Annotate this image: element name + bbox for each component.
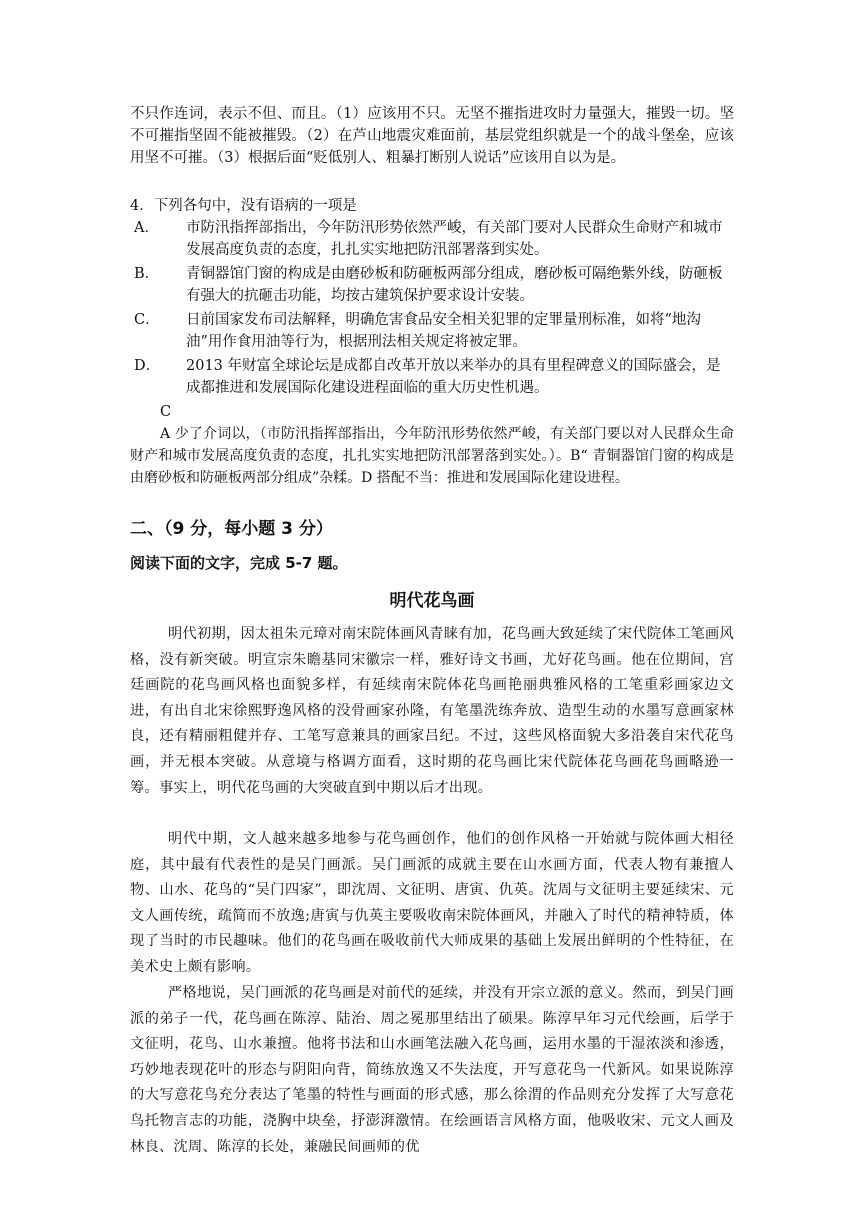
question-4-stem: 4．下列各句中，没有语病的一项是 (130, 198, 357, 214)
option-a-text: 市防汛指挥部指出，今年防汛形势依然严峻，有关部门要对人民群众生命财产和城市发展高度负责的态度，扎扎实实地把防汛部署落到实处。 (186, 220, 723, 258)
intro-paragraph: 不只作连词，表示不但、而且。（1）应该用不只。无坚不摧指进攻时力量强大，摧毁一切。坚不可摧指坚固不能被摧毁。（2）在芦山地震灾难面前，基层党组织就是一个的战斗堡垒，应该用坚不可摧。（3）根据后面“贬低别人、粗暴打断别人说话”应该用自以为是。 (130, 106, 734, 166)
option-d-label: D． (134, 358, 161, 374)
option-b-label: B． (134, 266, 160, 282)
option-d (134, 355, 734, 399)
option-a (134, 217, 734, 261)
article-paragraph-2: 明代中期，文人越来越多地参与花鸟画创作，他们的创作风格一开始就与院体画大相径庭，其中最有代表性的是吴门画派。吴门画派的成就主要在山水画方面，代表人物有兼擅人物、山水、花鸟的“吴门四家”，即沈周、文征明、唐寅、仇英。沈周与文征明主要延续宋、元文人画传统，疏简而不放逸;唐寅与仇英主要吸收南宋院体画风，并融入了时代的精神特质，体现了当时的市民趣味。他们的花鸟画在吸收前代大师成果的基础上发展出鲜明的个性特征，在美术史上颇有影响。 (130, 831, 734, 975)
article-paragraph-1: 明代初期，因太祖朱元璋对南宋院体画风青睐有加，花鸟画大致延续了宋代院体工笔画风格，没有新突破。明宣宗朱瞻基同宋徽宗一样，雅好诗文书画，尤好花鸟画。他在位期间，宫廷画院的花鸟画风格也面貌多样，有延续南宋院体花鸟画艳丽典雅风格的工笔重彩画家边文进，有出自北宋徐熙野逸风格的没骨画家孙隆，有笔墨洗练奔放、造型生动的水墨写意画家林良，还有精丽粗健并存、工笔写意兼具的画家吕纪。不过，这些风格面貌大多沿袭自宋代花鸟画，并无根本突破。从意境与格调方面看，这时期的花鸟画比宋代院体花鸟画花鸟画略逊一筹。事实上，明代花鸟画的大突破直到中期以后才出现。 (130, 626, 734, 796)
reading-instruction: 阅读下面的文字，完成 5-7 题。 (130, 554, 348, 572)
option-b (134, 263, 734, 307)
option-c (134, 309, 734, 353)
option-c-text: 日前国家发布司法解释，明确危害食品安全相关犯罪的定罪量刑标准，如将“地沟油”用作食用油等行为，根据刑法相关规定将被定罪。 (186, 312, 701, 350)
question-4-explanation: A 少了介词以，（市防汛指挥部指出，今年防汛形势依然严峻，有关部门要以对人民群众生命财产和城市发展高度负责的态度，扎扎实实地把防汛部署落到实处。）。B“ 青铜器馆门窗的构成是由磨砂板和防砸板两部分组成”杂糅。D 搭配不当：推进和发展国际化建设进程。 (130, 426, 734, 486)
question-4-answer: C (160, 404, 172, 420)
option-d-text: 2013 年财富全球论坛是成都自改革开放以来举办的具有里程碑意义的国际盛会，是成都推进和发展国际化建设进程面临的重大历史性机遇。 (186, 358, 721, 396)
article-title: 明代花鸟画 (389, 591, 475, 611)
intro-paragraph-block (130, 103, 734, 169)
option-b-text: 青铜器馆门窗的构成是由磨砂板和防砸板两部分组成，磨砂板可隔绝紫外线，防砸板有强大的抗砸击功能，均按古建筑保护要求设计安装。 (186, 266, 723, 304)
section-2-heading: 二、（9 分，每小题 3 分） (130, 519, 333, 539)
question-4-stem-block (130, 195, 734, 217)
option-c-label: C． (134, 312, 160, 328)
article-paragraph-3: 严格地说，吴门画派的花鸟画是对前代的延续，并没有开宗立派的意义。然而，到吴门画派的弟子一代，花鸟画在陈淳、陆治、周之冕那里结出了硕果。陈淳早年习元代绘画，后学于文征明，花鸟、山水兼擅。他将书法和山水画笔法融入花鸟画，运用水墨的干湿浓淡和渗透，巧妙地表现花叶的形态与阴阳向背，简练放逸又不失法度，开写意花鸟一代新风。如果说陈淳的大写意花鸟充分表达了笔墨的特性与画面的形式感，那么徐渭的作品则充分发挥了大写意花鸟托物言志的功能，浇胸中块垒，抒澎湃激情。在绘画语言风格方面，他吸收宋、元文人画及林良、沈周、陈淳的长处，兼融民间画师的优 (130, 985, 734, 1155)
option-a-label: A． (134, 220, 159, 236)
